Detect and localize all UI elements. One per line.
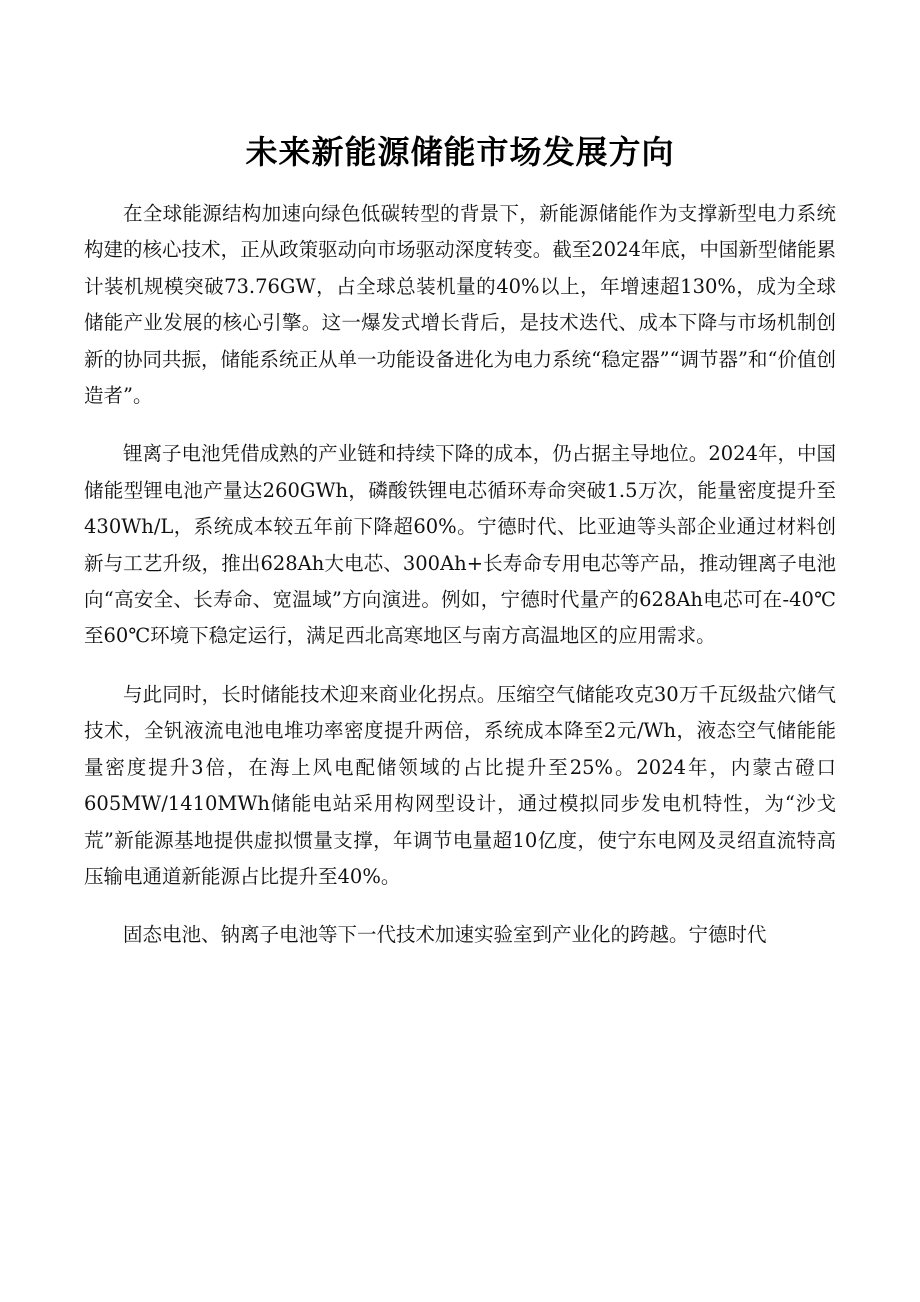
document-body — [84, 196, 836, 976]
paragraph-4: 固态电池、钠离子电池等下一代技术加速实验室到产业化的跨越。宁德时代 — [123, 923, 767, 947]
paragraph-3: 与此同时，长时储能技术迎来商业化拐点。压缩空气储能攻克30万千瓦级盐穴储气技术，全钒液流电池电堆功率密度提升两倍，系统成本降至2元/Wh，液态空气储能能量密度提升3倍，在海上风电配储领域的占比提升至25%。2024年，内蒙古磴口605MW/1410MWh储能电站采用构网型设计，通过模拟同步发电机特性，为“沙戈荒”新能源基地提供虚拟惯量支撑，年调节电量超10亿度，使宁东电网及灵绍直流特高压输电通道新能源占比提升至40%。 — [84, 682, 836, 888]
paragraph-1: 在全球能源结构加速向绿色低碳转型的背景下，新能源储能作为支撑新型电力系统构建的核心技术，正从政策驱动向市场驱动深度转变。截至2024年底，中国新型储能累计装机规模突破73.76GW，占全球总装机量的40%以上，年增速超130%，成为全球储能产业发展的核心引擎。这一爆发式增长背后，是技术迭代、成本下降与市场机制创新的协同共振，储能系统正从单一功能设备进化为电力系统“稳定器”“调节器”和“价值创造者”。 — [84, 202, 836, 408]
document-title: 未来新能源储能市场发展方向 — [245, 133, 675, 171]
paragraph-2: 锂离子电池凭借成熟的产业链和持续下降的成本，仍占据主导地位。2024年，中国储能型锂电池产量达260GWh，磷酸铁锂电芯循环寿命突破1.5万次，能量密度提升至430Wh/L，系统成本较五年前下降超60%。宁德时代、比亚迪等头部企业通过材料创新与工艺升级，推出628Ah大电芯、300Ah+长寿命专用电芯等产品，推动锂离子电池向“高安全、长寿命、宽温域”方向演进。例如，宁德时代量产的628Ah电芯可在-40℃至60℃环境下稳定运行，满足西北高寒地区与南方高温地区的应用需求。 — [84, 442, 836, 648]
